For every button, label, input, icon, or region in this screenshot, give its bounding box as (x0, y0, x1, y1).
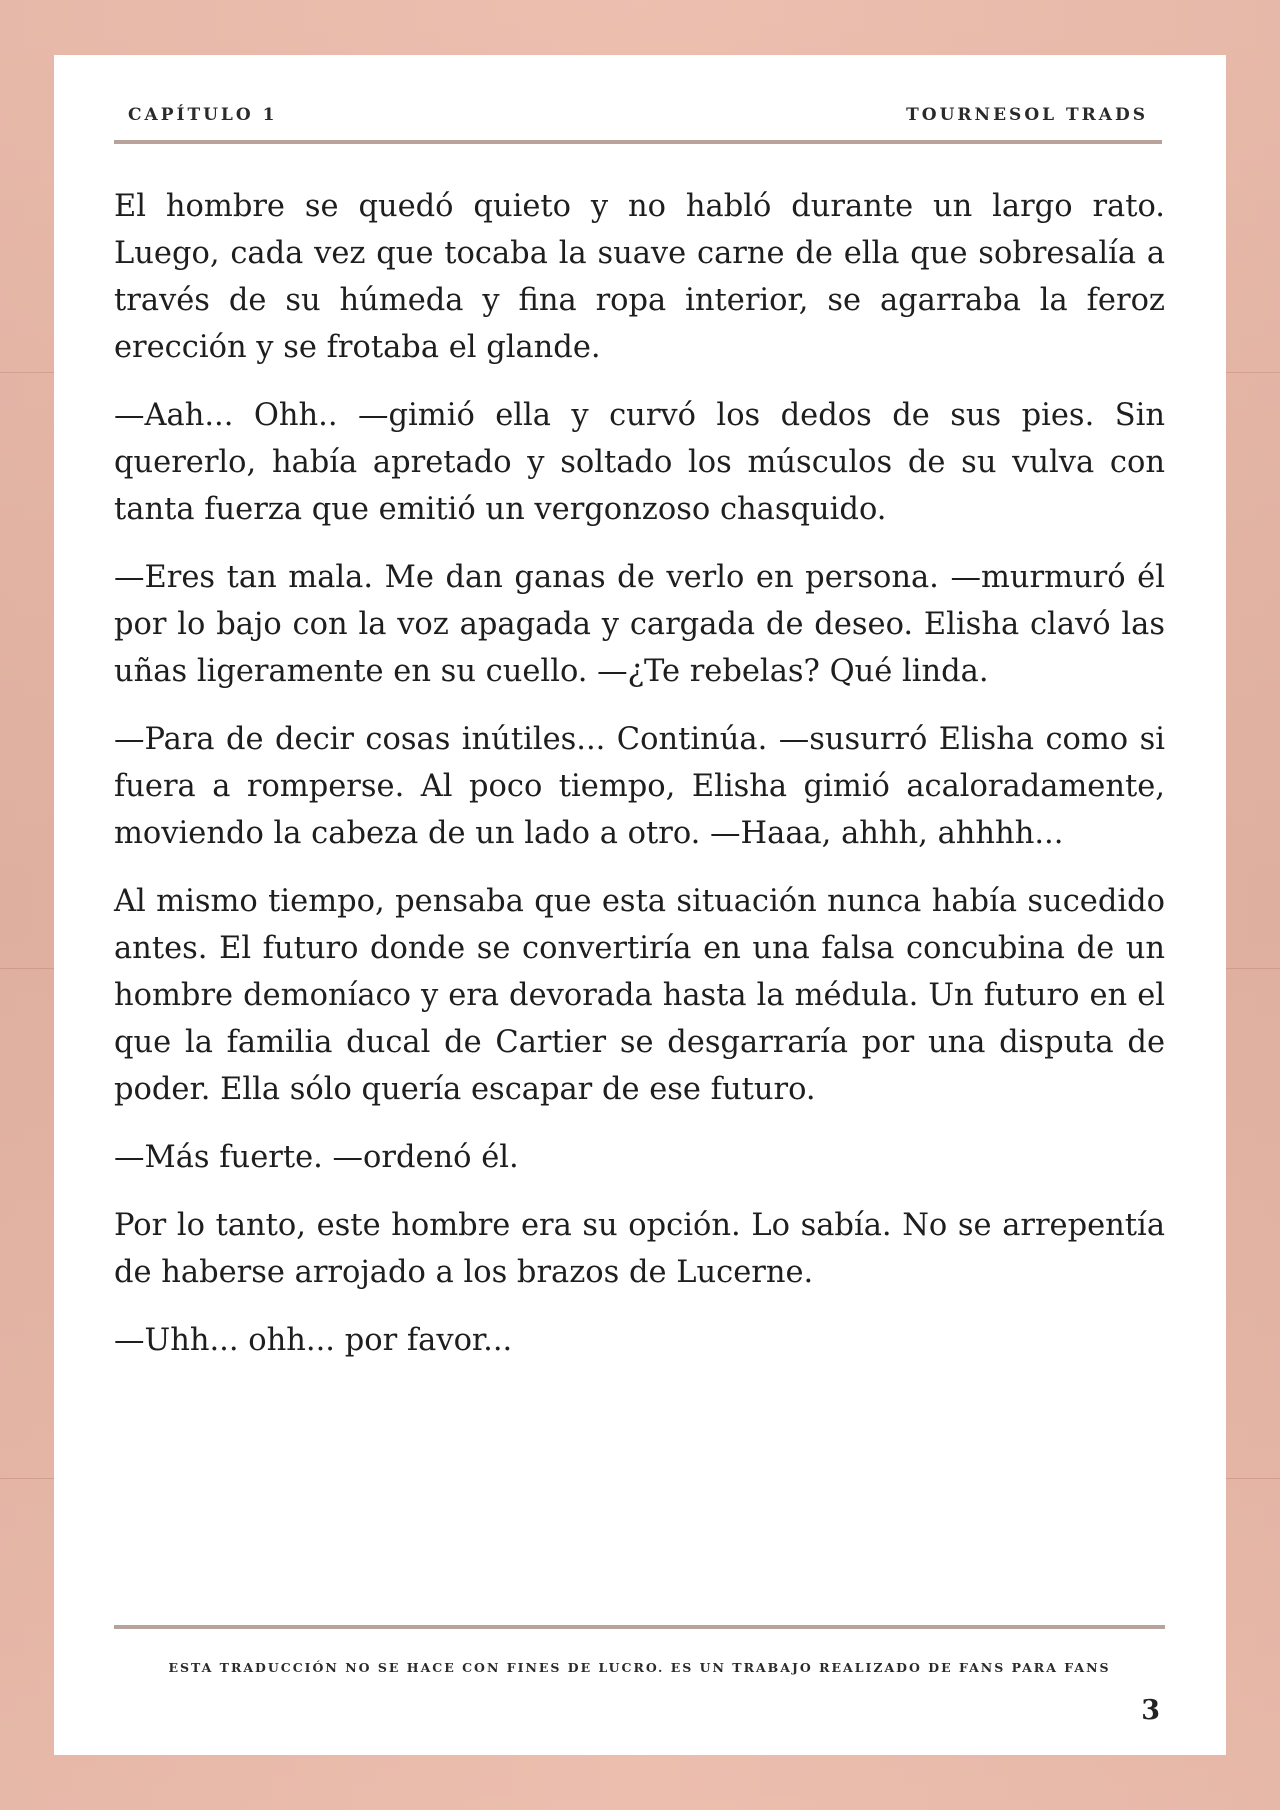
paragraph: —Para de decir cosas inútiles... Continúa. —susurró Elisha como si fuera a romperse. Al poco tiempo, Elisha gimió acaloradamente, moviendo la cabeza de un lado a otro. —Haaa, ahhh, ahhhh... (114, 722, 1165, 851)
page-header (114, 105, 1162, 135)
paragraph: —Aah... Ohh.. —gimió ella y curvó los dedos de sus pies. Sin quererlo, había apretado y soltado los músculos de su vulva con tanta fuerza que emitió un vergonzoso chasquido. (114, 398, 1165, 527)
paragraph: Por lo tanto, este hombre era su opción. Lo sabía. No se arrepentía de haberse arrojado a los brazos de Lucerne. (114, 1208, 1165, 1290)
chapter-body (114, 183, 1165, 1385)
paragraph: El hombre se quedó quieto y no habló durante un largo rato. Luego, cada vez que tocaba la suave carne de ella que sobresalía a través de su húmeda y fina ropa interior, se agarraba la feroz erección y se frotaba el glande. (114, 189, 1165, 365)
paragraph: —Uhh... ohh... por favor... (114, 1323, 513, 1358)
paragraph: —Eres tan mala. Me dan ganas de verlo en persona. —murmuró él por lo bajo con la voz apagada y cargada de deseo. Elisha clavó las uñas ligeramente en su cuello. —¿Te rebelas? Qué linda. (114, 560, 1165, 689)
footer-divider (114, 1625, 1165, 1629)
translator-brand: TOURNESOL TRADS (906, 105, 1148, 125)
paragraph: Al mismo tiempo, pensaba que esta situación nunca había sucedido antes. El futuro donde se convertiría en una falsa concubina de un hombre demoníaco y era devorada hasta la médula. Un futuro en el que la familia ducal de Cartier se desgarraría por una disputa de poder. Ella sólo quería escapar de ese futuro. (114, 884, 1165, 1107)
paragraph: —Más fuerte. —ordenó él. (114, 1140, 519, 1175)
document-page (54, 55, 1226, 1755)
page-number: 3 (1141, 1695, 1160, 1726)
disclaimer-note: ESTA TRADUCCIÓN NO SE HACE CON FINES DE LUCRO. ES UN TRABAJO REALIZADO DE FANS PARA FANS (168, 1660, 1111, 1675)
chapter-label: CAPÍTULO 1 (128, 105, 278, 125)
header-divider (114, 140, 1162, 144)
